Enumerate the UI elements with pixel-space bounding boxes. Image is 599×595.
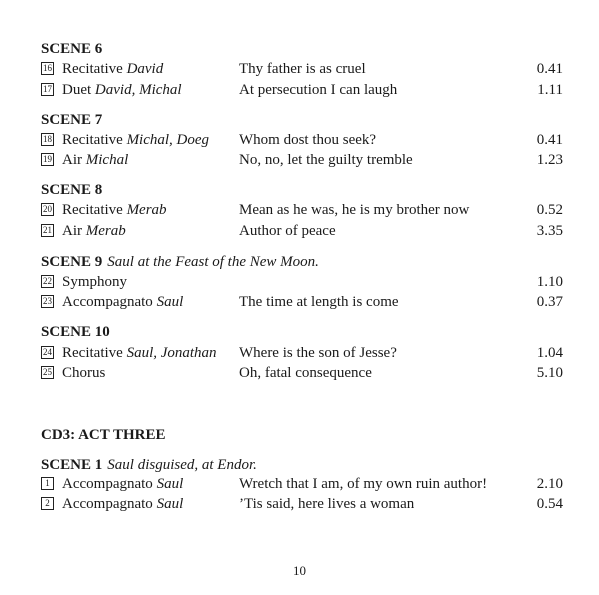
track-characters: Saul — [156, 476, 184, 492]
track-characters: Saul — [156, 294, 184, 310]
track-characters: David, Michal — [94, 82, 182, 98]
track-number-box: 17 — [43, 84, 52, 94]
track-form — [62, 272, 127, 292]
track-duration: 3.35 — [536, 223, 563, 239]
track-row — [41, 474, 563, 494]
track-number-box: 19 — [43, 154, 52, 164]
track-form-label: Recitative — [62, 345, 123, 361]
scene-title: SCENE 1 — [41, 457, 103, 473]
track-form — [62, 474, 183, 494]
track-characters: Merab — [126, 202, 167, 218]
track-form — [62, 200, 167, 220]
track-row — [41, 221, 563, 241]
scene-subtitle: Saul at the Feast of the New Moon. — [107, 254, 319, 270]
track-text-incipit: Oh, fatal consequence — [239, 365, 372, 381]
track-form-label: Recitative — [62, 61, 123, 77]
track-duration: 0.41 — [536, 132, 563, 148]
track-form — [62, 130, 209, 150]
track-form-label: Accompagnato — [62, 476, 153, 492]
track-form-label: Accompagnato — [62, 294, 153, 310]
track-form-label: Air — [62, 223, 82, 239]
scene-heading — [41, 181, 102, 199]
track-form — [62, 150, 128, 170]
track-duration: 0.41 — [536, 61, 563, 77]
track-text-incipit: Author of peace — [239, 223, 336, 239]
scene-title: SCENE 10 — [41, 324, 110, 340]
track-number-box: 23 — [43, 296, 52, 306]
track-number-box: 25 — [43, 367, 52, 377]
track-characters: Michal, Doeg — [126, 132, 210, 148]
track-number-box: 21 — [43, 225, 52, 235]
track-duration: 5.10 — [536, 365, 563, 381]
page-number: 10 — [293, 563, 306, 578]
scene-heading — [41, 111, 102, 129]
track-characters: Saul, Jonathan — [126, 345, 217, 361]
track-duration: 2.10 — [536, 476, 563, 492]
track-form — [62, 80, 182, 100]
track-row — [41, 272, 563, 292]
track-duration: 1.04 — [536, 345, 563, 361]
track-form-label: Duet — [62, 82, 92, 98]
track-row — [41, 292, 563, 312]
scene-heading — [41, 40, 102, 58]
track-form — [62, 59, 163, 79]
scene-subtitle: Saul disguised, at Endor. — [107, 457, 257, 473]
track-characters: David — [126, 61, 164, 77]
track-row — [41, 130, 563, 150]
track-text-incipit: At persecution I can laugh — [239, 82, 398, 98]
track-number-box: 22 — [43, 276, 52, 286]
scene-heading — [41, 456, 257, 474]
track-text-incipit: Mean as he was, he is my brother now — [239, 202, 470, 218]
track-duration: 1.11 — [537, 82, 563, 98]
cd-title: CD3: ACT THREE — [41, 427, 166, 443]
track-text-incipit: Where is the son of Jesse? — [239, 345, 397, 361]
track-text-incipit: ’Tis said, here lives a woman — [239, 496, 415, 512]
track-text-incipit: No, no, let the guilty tremble — [239, 152, 413, 168]
track-text-incipit: Whom dost thou seek? — [239, 132, 377, 148]
track-row — [41, 343, 563, 363]
track-number-box: 1 — [41, 477, 54, 490]
track-form-label: Recitative — [62, 132, 123, 148]
track-form — [62, 343, 217, 363]
scene-title: SCENE 9 — [41, 254, 103, 270]
track-number-box: 18 — [43, 134, 52, 144]
track-duration: 0.37 — [536, 294, 563, 310]
track-row — [41, 363, 563, 383]
track-form — [62, 221, 126, 241]
scene-title: SCENE 8 — [41, 182, 103, 198]
scene-title: SCENE 6 — [41, 41, 103, 57]
track-row — [41, 59, 563, 79]
track-characters: Saul — [156, 496, 184, 512]
track-form-label: Chorus — [62, 365, 106, 381]
track-characters: Michal — [85, 152, 129, 168]
track-form — [62, 363, 105, 383]
track-duration: 0.52 — [536, 202, 563, 218]
track-form-label: Air — [62, 152, 82, 168]
track-form — [62, 494, 183, 514]
track-form — [62, 292, 183, 312]
track-row — [41, 150, 563, 170]
track-text-incipit: Thy father is as cruel — [239, 61, 366, 77]
scene-heading — [41, 253, 319, 271]
track-number-box: 16 — [43, 63, 52, 73]
track-duration: 1.10 — [536, 274, 563, 290]
track-number-box: 24 — [43, 347, 52, 357]
track-form-label: Symphony — [62, 274, 128, 290]
track-row — [41, 200, 563, 220]
track-text-incipit: The time at length is come — [239, 294, 399, 310]
track-row — [41, 494, 563, 514]
track-form-label: Recitative — [62, 202, 123, 218]
scene-heading — [41, 323, 110, 341]
track-duration: 0.54 — [536, 496, 563, 512]
track-row — [41, 80, 563, 100]
track-text-incipit: Wretch that I am, of my own ruin author! — [239, 476, 488, 492]
track-characters: Merab — [85, 223, 126, 239]
track-number-box: 20 — [43, 204, 52, 214]
track-duration: 1.23 — [536, 152, 563, 168]
track-number-box: 2 — [41, 497, 54, 510]
track-form-label: Accompagnato — [62, 496, 153, 512]
scene-title: SCENE 7 — [41, 112, 103, 128]
